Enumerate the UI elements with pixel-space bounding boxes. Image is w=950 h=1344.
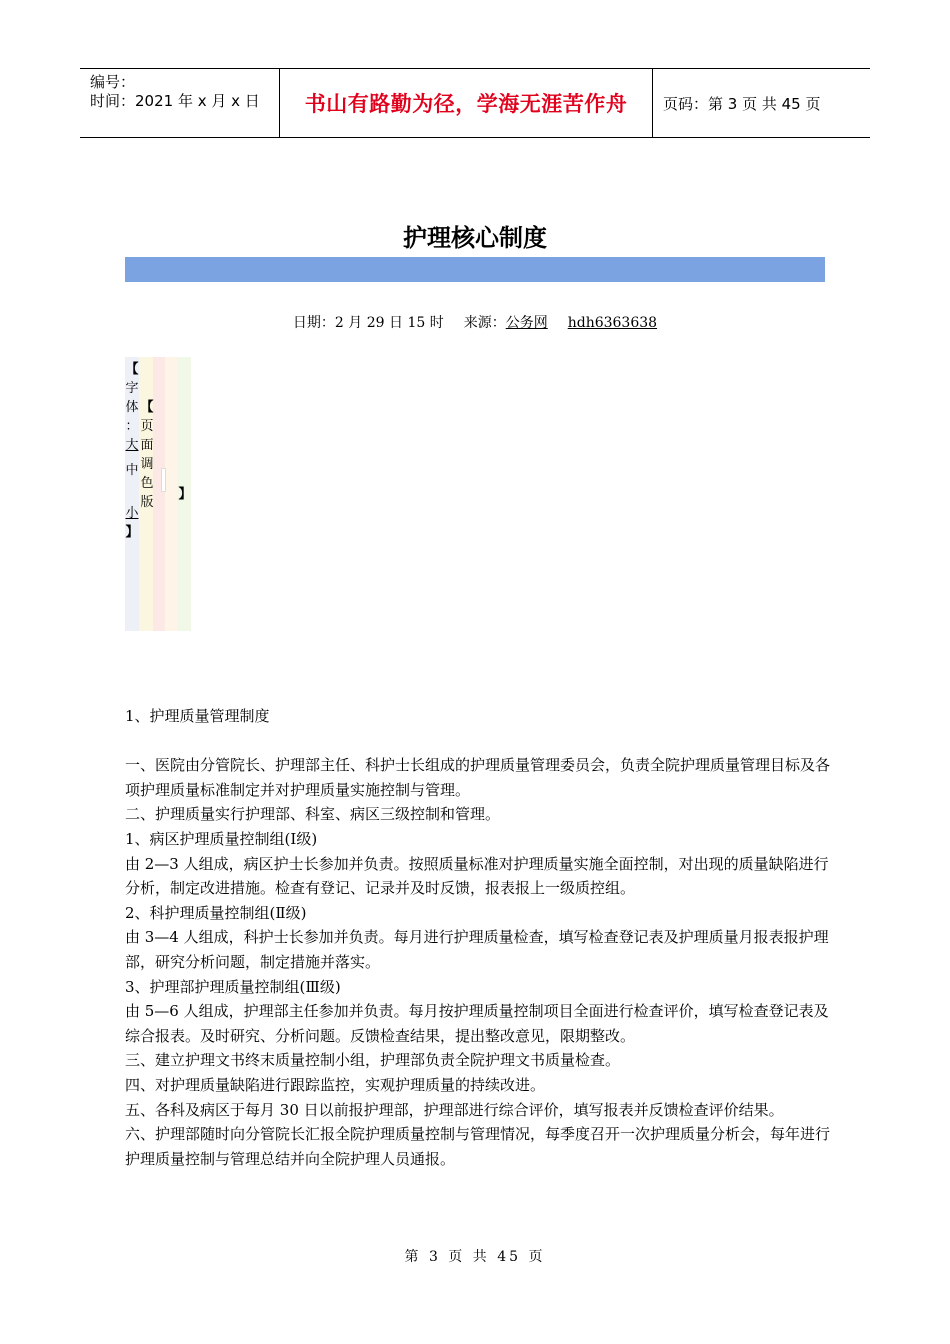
- article-meta: [0, 312, 950, 332]
- header-number: 编号：: [90, 73, 136, 91]
- body-paragraph: 由 2—3 人组成，病区护士长参加并负责。按照质量标准对护理质量实施全面控制，对出现的质量缺陷进行分析，制定改进措施。检查有登记、记录并及时反馈，报表报上一级质控组。: [125, 854, 829, 898]
- page-color-selector: [139, 398, 155, 512]
- font-label-char: ：: [125, 419, 139, 434]
- body-paragraph: 1、病区护理质量控制组(Ⅰ级): [125, 829, 318, 848]
- color-label-char: 色: [140, 476, 154, 491]
- section-title: 1、护理质量管理制度: [125, 707, 270, 725]
- header-date: 时间：2021 年 x 月 x 日: [90, 92, 260, 110]
- body-paragraph: 三、建立护理文书终末质量控制小组，护理部负责全院护理文书质量检查。: [125, 1051, 621, 1070]
- color-swatch-button[interactable]: [161, 468, 166, 492]
- body-paragraph: 2、科护理质量控制组(Ⅱ级): [125, 903, 307, 922]
- header-info-cell: [80, 69, 280, 137]
- page-footer: 第 3 页 共 45 页: [404, 1249, 546, 1265]
- body-paragraph: 六、护理部随时向分管院长汇报全院护理质量控制与管理情况，每季度召开一次护理质量分析会，每年进行护理质量控制与管理总结并向全院护理人员通报。: [125, 1125, 831, 1168]
- body-paragraph: 四、对护理质量缺陷进行跟踪监控，实观护理质量的持续改进。: [125, 1075, 546, 1094]
- color-label-char: 页: [140, 419, 154, 434]
- header-page-cell: [653, 69, 870, 137]
- article-body: [125, 704, 830, 1171]
- page-title: 护理核心制度: [403, 223, 547, 252]
- body-paragraph: 五、各科及病区于每月 30 日以前报护理部，护理部进行综合评价，填写报表并反馈检查评价结果。: [125, 1100, 784, 1119]
- header-motto: 书山有路勤为径，学海无涯苦作舟: [304, 92, 628, 116]
- body-paragraph: 二、护理质量实行护理部、科室、病区三级控制和管理。: [125, 805, 501, 824]
- color-close-bracket: 】: [178, 487, 192, 502]
- font-size-small-link[interactable]: 小: [125, 506, 139, 521]
- font-size-medium-link[interactable]: 中: [125, 463, 139, 478]
- document-header: [80, 68, 870, 138]
- meta-source-label: 来源：: [463, 315, 506, 331]
- font-label-char: 体: [125, 400, 139, 415]
- color-label-char: 版: [140, 495, 154, 510]
- color-label-char: 面: [140, 438, 154, 453]
- panel-strip-4: [165, 357, 177, 631]
- header-motto-cell: [280, 69, 653, 137]
- font-label-char: 字: [125, 381, 139, 396]
- title-divider-bar: [125, 257, 825, 282]
- color-label-char: 调: [140, 457, 154, 472]
- meta-date: 日期：2 月 29 日 15 时: [292, 315, 444, 331]
- header-page-number: 页码：第 3 页 共 45 页: [663, 94, 821, 113]
- meta-author-link[interactable]: hdh6363638: [567, 315, 658, 331]
- font-open-bracket: 【: [125, 362, 139, 377]
- body-paragraph: 由 5—6 人组成，护理部主任参加并负责。每月按护理质量控制项目全面进行检查评价，填写检查登记表及综合报表。及时研究、分析问题。反馈检查结果，提出整改意见，限期整改。: [125, 1002, 829, 1045]
- font-size-large-link[interactable]: 大: [125, 438, 139, 453]
- meta-source-link[interactable]: 公务网: [505, 315, 548, 331]
- body-paragraph: 由 3—4 人组成，科护士长参加并负责。每月进行护理质量检查，填写检查登记表及护理质量月报表报护理部，研究分析问题，制定措施并落实。: [125, 928, 829, 971]
- body-paragraph: 3、护理部护理质量控制组(Ⅲ级): [125, 977, 341, 996]
- color-open-bracket: 【: [140, 400, 154, 415]
- font-size-selector: [124, 360, 140, 542]
- font-close-bracket: 】: [125, 525, 139, 540]
- body-paragraph: 一、医院由分管院长、护理部主任、科护士长组成的护理质量管理委员会，负责全院护理质量管理目标及各项护理质量标准制定并对护理质量实施控制与管理。: [125, 756, 831, 799]
